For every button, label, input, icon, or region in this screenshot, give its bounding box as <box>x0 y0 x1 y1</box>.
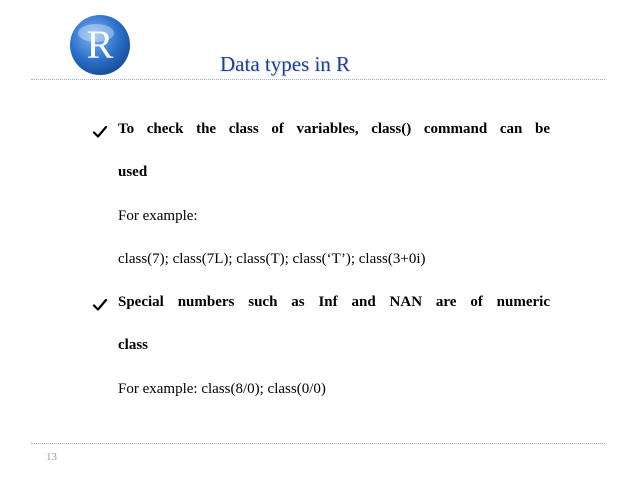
footer-divider <box>31 443 605 444</box>
svg-text:R: R <box>86 22 114 67</box>
bullet-2-example: For example: class(8/0); class(0/0) <box>118 381 326 397</box>
slide-title: Data types in R <box>220 52 351 76</box>
page-number: 13 <box>46 451 57 463</box>
bullet-1-text-line1: To check the class of variables, class() command can be <box>118 121 550 137</box>
bullet-1-example-code: class(7); class(7L); class(T); class(‘T’); class(3+0i) <box>118 251 426 267</box>
bullet-2-text-line1: Special numbers such as Inf and NAN are of numeric <box>118 294 550 310</box>
bullet-2-text-line2: class <box>118 337 148 353</box>
bullet-1-example-label: For example: <box>118 208 198 224</box>
checkmark-icon <box>92 297 108 313</box>
bullet-1-text-line2: used <box>118 164 148 180</box>
checkmark-icon <box>92 124 108 140</box>
